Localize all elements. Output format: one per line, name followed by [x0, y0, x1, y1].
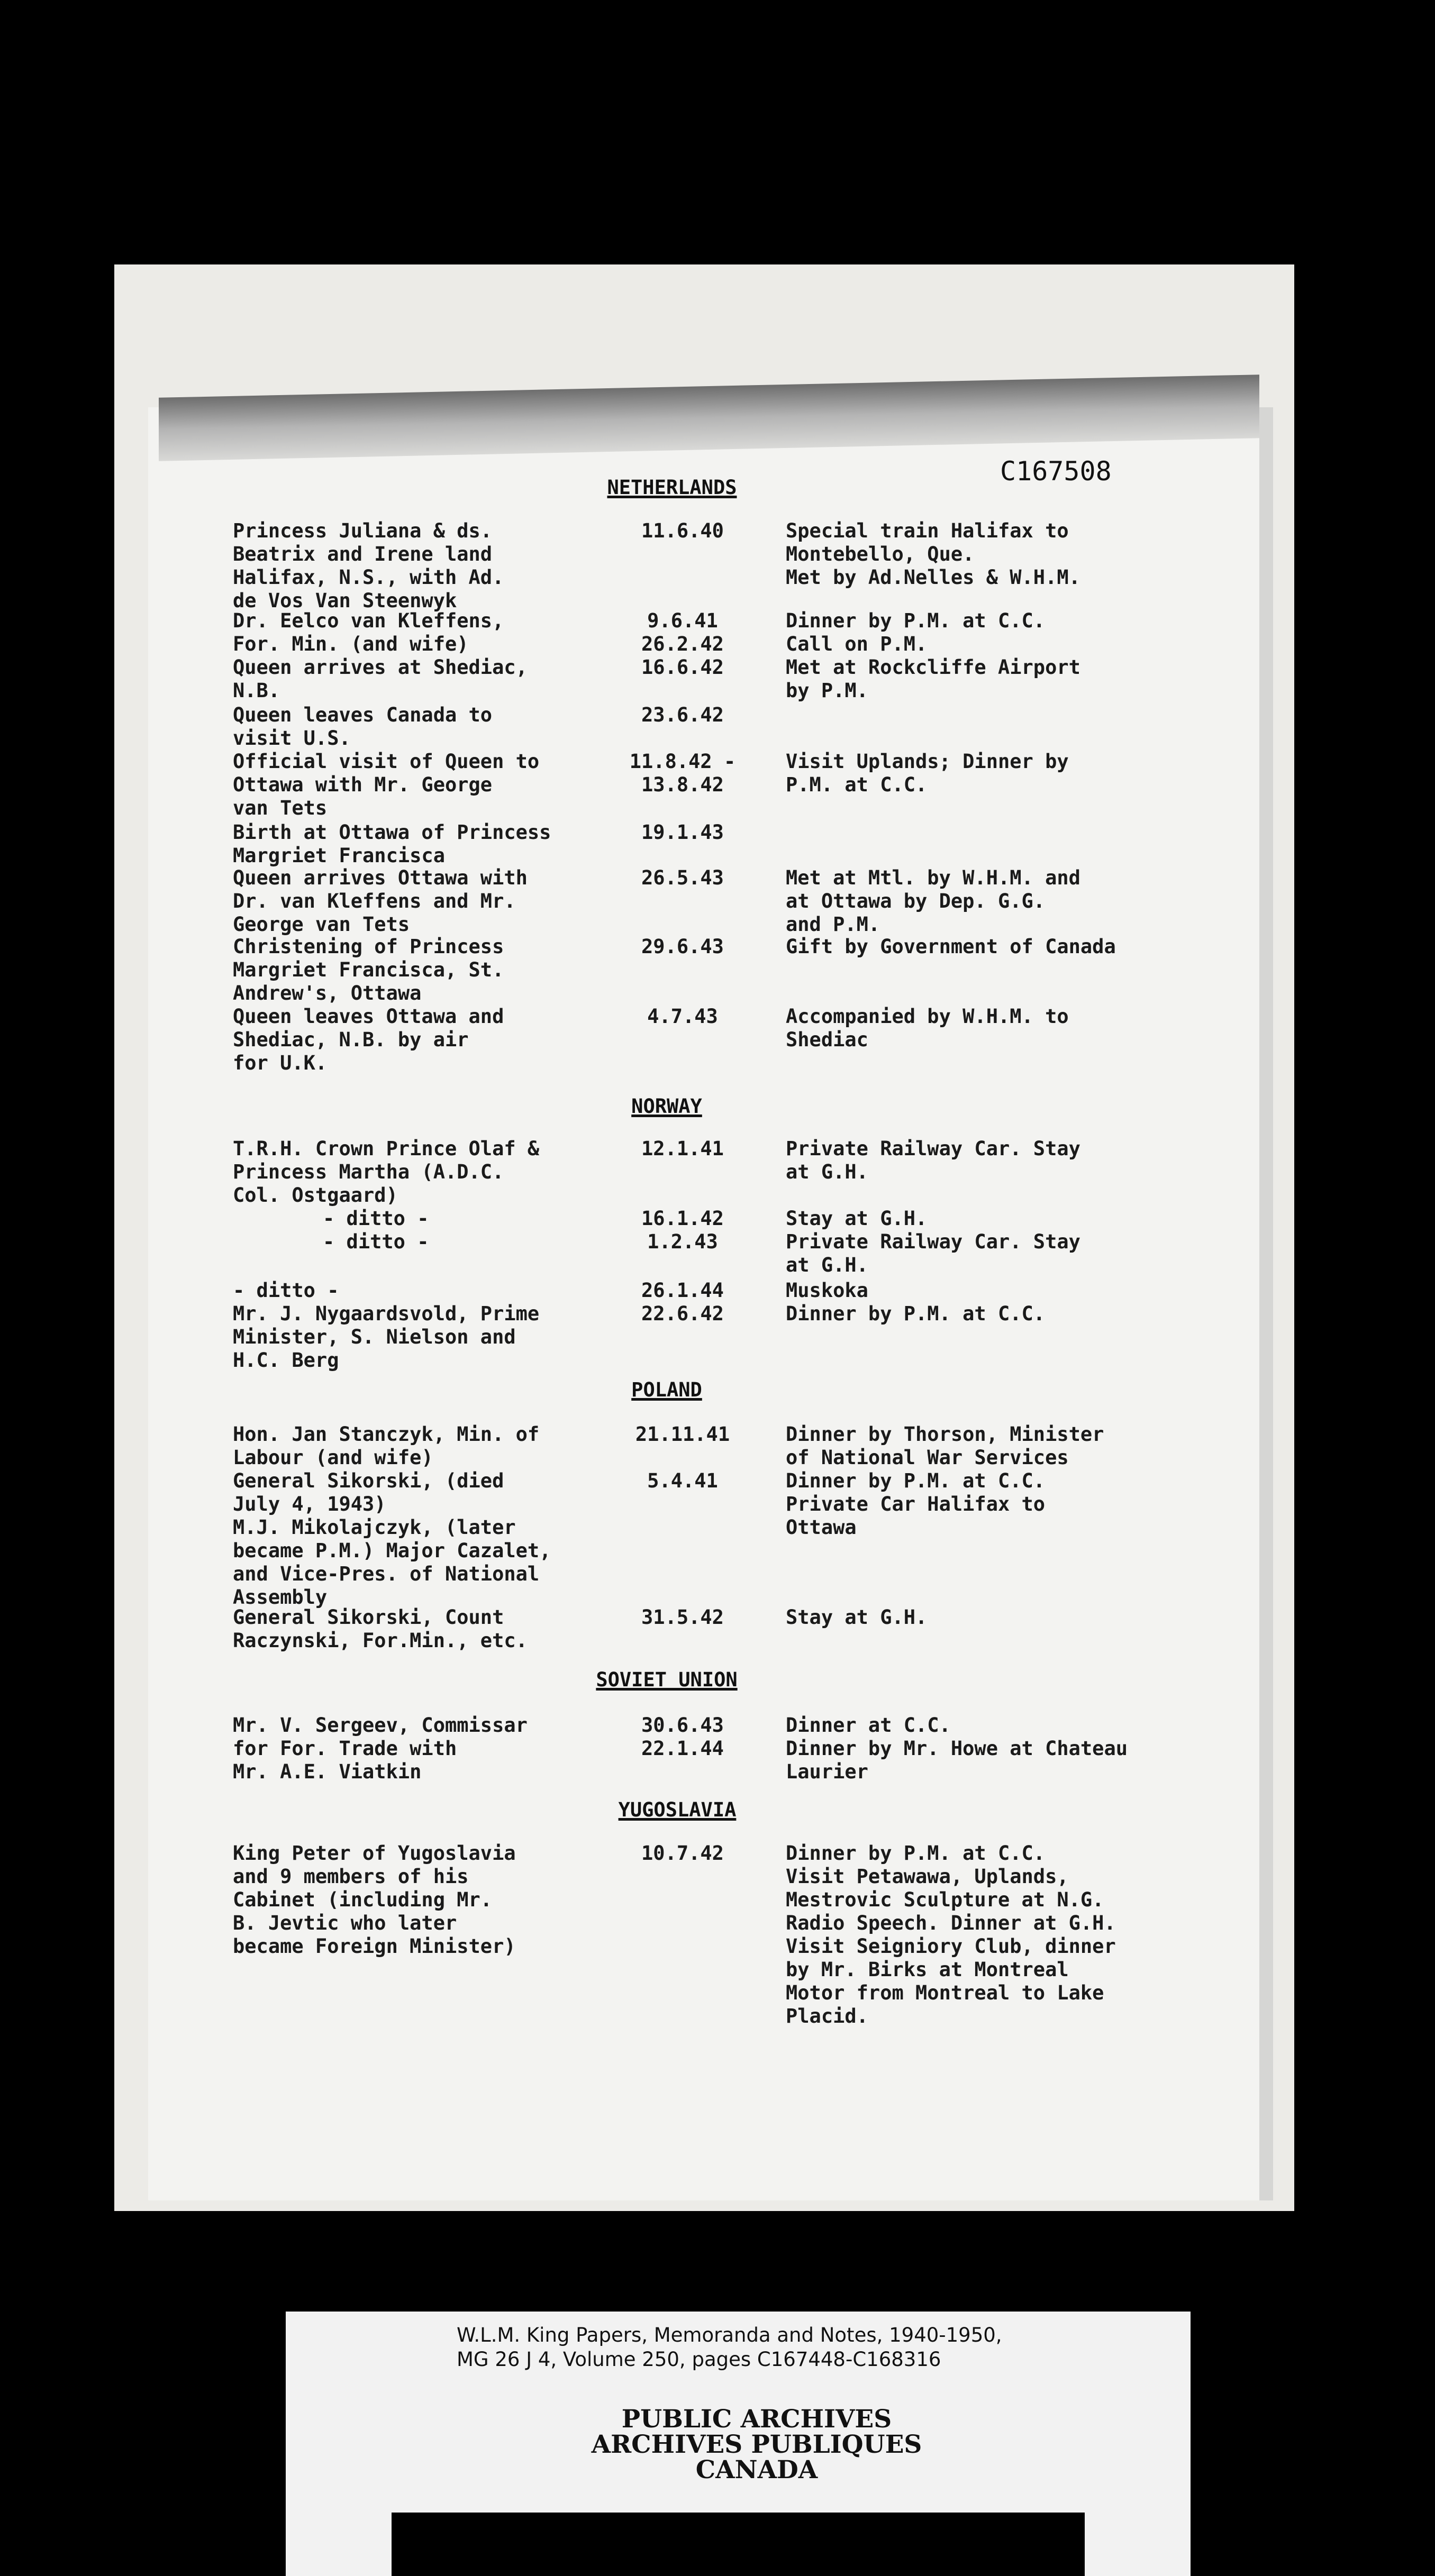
entry-notes: Met at Mtl. by W.H.M. and at Ottawa by Dep. G.G. and P.M.	[786, 866, 1080, 936]
label-tab-left	[286, 2312, 392, 2576]
entry-notes: Dinner by P.M. at C.C. Visit Petawawa, Uplands, Mestrovic Sculpture at N.G. Radio Speech. Dinner at G.H. Visit Seigniory Club, dinner by Mr. Birks at Montreal Motor from Montreal to Lake Placid.	[786, 1842, 1116, 2027]
entry-date: 16.6.42	[641, 656, 724, 679]
entry-notes: Stay at G.H. Private Railway Car. Stay at G.H.	[786, 1207, 1080, 1276]
entry-notes: Dinner at C.C. Dinner by Mr. Howe at Chateau Laurier	[786, 1714, 1128, 1783]
entry-date: 29.6.43	[641, 935, 724, 958]
entry-date: 26.1.44 22.6.42	[641, 1279, 724, 1325]
entry-date: 21.11.41	[635, 1423, 730, 1446]
section-heading-norway: NORWAY	[631, 1095, 702, 1118]
entry-who: Christening of Princess Margriet Francisca, St. Andrew's, Ottawa	[233, 935, 504, 1004]
entry-notes: Gift by Government of Canada	[786, 935, 1116, 958]
entry-date: 11.8.42 - 13.8.42	[629, 750, 736, 796]
section-heading-soviet-union: SOVIET UNION	[596, 1668, 738, 1691]
entry-who: - ditto - Mr. J. Nygaardsvold, Prime Minister, S. Nielson and H.C. Berg	[233, 1279, 540, 1372]
entry-date: 19.1.43	[641, 821, 724, 844]
entry-who: Dr. Eelco van Kleffens, For. Min. (and wife)	[233, 609, 504, 655]
entry-notes: Stay at G.H.	[786, 1606, 928, 1629]
entry-who: Official visit of Queen to Ottawa with Mr. George van Tets	[233, 750, 540, 819]
entry-who: Hon. Jan Stanczyk, Min. of Labour (and wife)	[233, 1423, 540, 1469]
entry-date: 9.6.41 26.2.42	[641, 609, 724, 655]
section-heading-poland: POLAND	[631, 1378, 702, 1401]
entry-who: Birth at Ottawa of Princess Margriet Francisca	[233, 821, 551, 867]
entry-notes: Dinner by P.M. at C.C. Call on P.M.	[786, 609, 1046, 655]
entry-notes: Dinner by P.M. at C.C. Private Car Halifax to Ottawa	[786, 1469, 1046, 1539]
entry-date: 11.6.40	[641, 519, 724, 542]
entry-notes: Dinner by Thorson, Minister of National War Services	[786, 1423, 1104, 1469]
entry-who: Queen arrives Ottawa with Dr. van Kleffens and Mr. George van Tets	[233, 866, 528, 936]
entry-date: 16.1.42 1.2.43	[641, 1207, 724, 1253]
entry-who: Queen leaves Canada to visit U.S.	[233, 704, 493, 750]
entry-notes: Met at Rockcliffe Airport by P.M.	[786, 656, 1080, 702]
stamp-line-1: PUBLIC ARCHIVES	[621, 2405, 892, 2434]
label-tab-right	[1085, 2312, 1191, 2576]
entry-who: Queen leaves Ottawa and Shediac, N.B. by air for U.K.	[233, 1005, 504, 1074]
document-number: C167508	[1000, 456, 1112, 487]
citation-line-1: W.L.M. King Papers, Memoranda and Notes, 1940-1950,	[457, 2324, 1002, 2346]
section-heading-yugoslavia: YUGOSLAVIA	[618, 1798, 737, 1821]
entry-who: Mr. V. Sergeev, Commissar for For. Trade with Mr. A.E. Viatkin	[233, 1714, 528, 1783]
stamp-line-3: CANADA	[695, 2455, 818, 2484]
entry-notes: Private Railway Car. Stay at G.H.	[786, 1137, 1080, 1183]
archive-citation	[457, 2323, 1039, 2372]
entry-who: General Sikorski, (died July 4, 1943) M.J. Mikolajczyk, (later became P.M.) Major Cazalet, and Vice-Pres. of National Assembly	[233, 1469, 551, 1609]
entry-date: 10.7.42	[641, 1842, 724, 1865]
entry-notes: Muskoka Dinner by P.M. at C.C.	[786, 1279, 1046, 1325]
stamp-line-2: ARCHIVES PUBLIQUES	[591, 2430, 922, 2459]
entry-date: 23.6.42	[641, 704, 724, 726]
entry-who: King Peter of Yugoslavia and 9 members of his Cabinet (including Mr. B. Jevtic who later became Foreign Minister)	[233, 1842, 516, 1958]
entry-date: 30.6.43 22.1.44	[641, 1714, 724, 1760]
entry-who: General Sikorski, Count Raczynski, For.Min., etc.	[233, 1606, 528, 1652]
entry-date: 26.5.43	[641, 866, 724, 889]
entry-date: 5.4.41	[647, 1469, 718, 1492]
entry-who: Princess Juliana & ds. Beatrix and Irene land Halifax, N.S., with Ad. de Vos Van Steenwyk	[233, 519, 504, 612]
entry-date: 4.7.43	[647, 1005, 718, 1028]
entry-who: T.R.H. Crown Prince Olaf & Princess Martha (A.D.C. Col. Ostgaard)	[233, 1137, 540, 1207]
entry-notes: Special train Halifax to Montebello, Que. Met by Ad.Nelles & W.H.M.	[786, 519, 1080, 589]
entry-date: 31.5.42	[641, 1606, 724, 1629]
citation-line-2: MG 26 J 4, Volume 250, pages C167448-C168316	[457, 2348, 941, 2371]
entry-notes: Visit Uplands; Dinner by P.M. at C.C.	[786, 750, 1069, 796]
entry-notes: Accompanied by W.H.M. to Shediac	[786, 1005, 1069, 1051]
entry-who: Queen arrives at Shediac, N.B.	[233, 656, 528, 702]
entry-date: 12.1.41	[641, 1137, 724, 1160]
section-heading-netherlands: NETHERLANDS	[607, 476, 737, 499]
entry-who: - ditto - - ditto -	[323, 1207, 429, 1253]
